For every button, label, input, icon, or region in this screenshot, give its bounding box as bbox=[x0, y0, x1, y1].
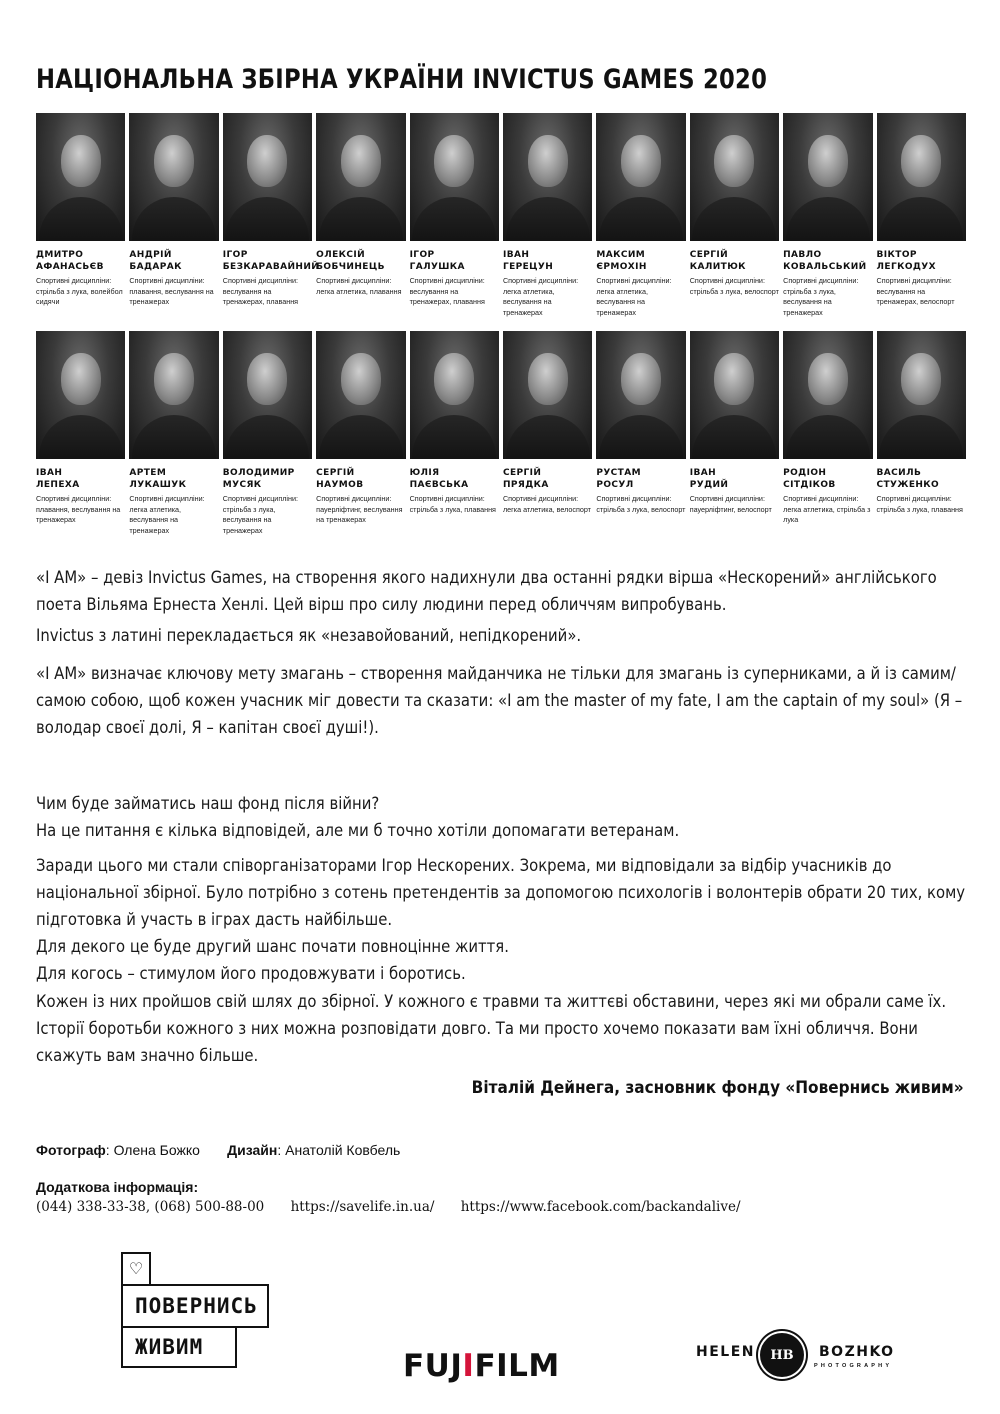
intro-paragraph-goal: «I AM» визначає ключову мету змагань – створення майданчика не тільки для змагань із суперниками, а й із самим/самою собою, щоб кожен учасник міг довести та сказати: «I am the master of my fate, I am the captain of my soul» (Я – володар своєї долі, Я – капітан своєї душі!). bbox=[36, 664, 963, 737]
athlete-photo bbox=[783, 113, 872, 241]
athlete-card bbox=[596, 331, 685, 536]
athlete-photo bbox=[410, 331, 499, 459]
letter-signature: Віталій Дейнега, засновник фонду «Повернись живим» bbox=[471, 1078, 964, 1098]
athlete-name bbox=[410, 467, 499, 491]
photographer-name: : Олена Божко bbox=[105, 1142, 200, 1158]
athlete-card bbox=[503, 113, 592, 318]
photo-head bbox=[808, 353, 848, 405]
photo-torso bbox=[39, 415, 123, 459]
designer-name: : Анатолій Ковбель bbox=[277, 1142, 401, 1158]
photo-torso bbox=[879, 197, 963, 241]
athlete-first-name: СЕРГІЙ bbox=[502, 468, 542, 478]
heart-icon: ♡ bbox=[121, 1252, 151, 1286]
photographer-label: Фотограф bbox=[36, 1142, 106, 1158]
photo-torso bbox=[599, 197, 683, 241]
athlete-last-name: ГАЛУШКА bbox=[409, 262, 465, 272]
photo-torso bbox=[786, 197, 870, 241]
athlete-name bbox=[410, 249, 499, 273]
athlete-card bbox=[410, 113, 499, 318]
athlete-disciplines: Спортивні дисципліни: легка атлетика, велоспорт bbox=[502, 494, 591, 514]
athlete-first-name: АРТЕМ bbox=[129, 468, 167, 478]
athlete-photo bbox=[316, 113, 405, 241]
helen-bozhko-logo bbox=[696, 1326, 895, 1386]
athlete-disciplines: Спортивні дисципліни: легка атлетика, веслування на тренажерах bbox=[502, 276, 579, 317]
athlete-name bbox=[36, 467, 125, 491]
athlete-disciplines: Спортивні дисципліни: пауерліфтинг, велоспорт bbox=[689, 494, 772, 514]
athlete-photo bbox=[129, 113, 218, 241]
athlete-name bbox=[877, 467, 966, 491]
photo-torso bbox=[132, 197, 216, 241]
athlete-card bbox=[316, 113, 405, 318]
athlete-photo bbox=[223, 331, 312, 459]
letter-second-chance: Для декого це буде другий шанс почати повноцінне життя. bbox=[36, 937, 509, 956]
athlete-name bbox=[222, 249, 320, 273]
athlete-first-name: ІГОР bbox=[222, 250, 248, 260]
athlete-first-name: АНДРІЙ bbox=[129, 250, 172, 260]
athlete-first-name: РОДІОН bbox=[783, 468, 827, 478]
athlete-photo bbox=[36, 113, 125, 241]
info-heading: Додаткова інформація: bbox=[36, 1179, 199, 1195]
athlete-photo bbox=[410, 113, 499, 241]
athlete-name bbox=[129, 467, 218, 491]
photo-torso bbox=[786, 415, 870, 459]
athlete-card bbox=[223, 331, 312, 536]
athlete-card bbox=[410, 331, 499, 536]
photo-torso bbox=[506, 415, 590, 459]
athlete-name bbox=[877, 249, 966, 273]
phone-numbers: (044) 338-33-38, (068) 500-88-00 bbox=[36, 1199, 265, 1215]
athlete-last-name: НАУМОВ bbox=[316, 480, 364, 490]
athlete-last-name: РУДИЙ bbox=[689, 480, 729, 490]
photo-head bbox=[434, 353, 474, 405]
athlete-disciplines: Спортивні дисципліни: стрільба з лука, веслування на тренажерах bbox=[222, 494, 298, 535]
athlete-first-name: ІВАН bbox=[502, 250, 530, 260]
photo-head bbox=[528, 135, 568, 187]
athlete-disciplines: Спортивні дисципліни: стрільба з лука, волейбол сидячи bbox=[36, 276, 123, 306]
athlete-photo bbox=[877, 113, 966, 241]
athlete-disciplines: Спортивні дисципліни: плавання, веслування на тренажерах bbox=[129, 276, 214, 306]
photo-torso bbox=[599, 415, 683, 459]
photo-head bbox=[61, 135, 101, 187]
photo-head bbox=[434, 135, 474, 187]
athlete-disciplines: Спортивні дисципліни: легка атлетика, веслування на тренажерах bbox=[129, 494, 205, 535]
athlete-last-name: АФАНАСЬЄВ bbox=[36, 262, 104, 272]
photo-torso bbox=[506, 197, 590, 241]
athlete-last-name: ПАЄВСЬКА bbox=[409, 480, 469, 490]
fuji-accent-letter: I bbox=[462, 1348, 475, 1384]
logo-word-zhyvym: ЖИВИМ bbox=[121, 1326, 237, 1368]
athlete-last-name: ЛЕГКОДУХ bbox=[876, 262, 936, 272]
athlete-card bbox=[783, 113, 872, 318]
credits-line bbox=[36, 1142, 400, 1158]
photo-head bbox=[808, 135, 848, 187]
athlete-photo bbox=[596, 113, 685, 241]
letter-selection-text: Заради цього ми стали співорганізаторами Ігор Нескорених. Зокрема, ми відповідали за відбір учасників до національної збірної. Було потрібно з сотень претендентів за допомогою психологів і волонтерів обрати 20 тих, кому підготовка й участь в іграх дасть найбільше. bbox=[36, 856, 966, 929]
povernys-zhyvym-logo bbox=[121, 1252, 269, 1378]
athlete-disciplines: Спортивні дисципліни: стрільба з лука, велоспорт bbox=[596, 494, 686, 514]
athlete-last-name: КОВАЛЬСЬКИЙ bbox=[783, 262, 867, 272]
athlete-disciplines: Спортивні дисципліни: веслування на тренажерах, велоспорт bbox=[876, 276, 955, 306]
athlete-name bbox=[690, 467, 779, 491]
team-row-2 bbox=[36, 331, 966, 536]
athlete-name bbox=[690, 249, 779, 273]
athlete-name bbox=[129, 249, 218, 273]
athlete-first-name: СЕРГІЙ bbox=[316, 468, 355, 478]
athlete-first-name: ІГОР bbox=[409, 250, 435, 260]
athlete-name bbox=[36, 249, 125, 273]
athlete-card bbox=[503, 331, 592, 536]
fuji-text-a: FUJ bbox=[403, 1348, 463, 1384]
photo-head bbox=[61, 353, 101, 405]
fuji-text-c: FILM bbox=[474, 1348, 560, 1384]
athlete-name bbox=[783, 249, 872, 273]
photo-torso bbox=[412, 197, 496, 241]
athlete-first-name: ПАВЛО bbox=[783, 250, 822, 260]
athlete-card bbox=[596, 113, 685, 318]
athlete-card bbox=[129, 113, 218, 318]
athlete-photo bbox=[36, 331, 125, 459]
hb-monogram-icon: HB bbox=[760, 1333, 804, 1377]
logo-word-povernys: ПОВЕРНИСЬ bbox=[121, 1284, 269, 1328]
athlete-name bbox=[223, 467, 312, 491]
athlete-first-name: РУСТАМ bbox=[596, 468, 641, 478]
hb-subtitle: PHOTOGRAPHY bbox=[814, 1363, 893, 1369]
athlete-photo bbox=[877, 331, 966, 459]
athlete-first-name: ЮЛІЯ bbox=[409, 468, 440, 478]
athlete-photo bbox=[503, 331, 592, 459]
photo-torso bbox=[39, 197, 123, 241]
athlete-card bbox=[877, 331, 966, 536]
athlete-name bbox=[783, 467, 872, 491]
athlete-last-name: СІТДІКОВ bbox=[783, 480, 836, 490]
athlete-card bbox=[36, 331, 125, 536]
athlete-name bbox=[503, 467, 592, 491]
athlete-last-name: БАДАРАК bbox=[129, 262, 182, 272]
athlete-card bbox=[222, 113, 320, 318]
photo-head bbox=[714, 135, 754, 187]
website-link[interactable]: https://savelife.in.ua/ bbox=[290, 1199, 435, 1215]
photo-head bbox=[901, 353, 941, 405]
athlete-card bbox=[783, 331, 872, 536]
athlete-disciplines: Спортивні дисципліни: легка атлетика, плавання bbox=[316, 276, 402, 296]
athlete-disciplines: Спортивні дисципліни: пауерліфтинг, веслування на тренажерах bbox=[316, 494, 403, 524]
athlete-last-name: ГЕРЕЦУН bbox=[502, 262, 554, 272]
athlete-disciplines: Спортивні дисципліни: легка атлетика, веслування на тренажерах bbox=[596, 276, 672, 317]
photo-head bbox=[621, 353, 661, 405]
athlete-photo bbox=[596, 331, 685, 459]
photo-head bbox=[528, 353, 568, 405]
athlete-last-name: ЛЕПЕХА bbox=[36, 480, 80, 490]
photo-torso bbox=[692, 197, 776, 241]
athlete-disciplines: Спортивні дисципліни: стрільба з лука, плавання bbox=[876, 494, 963, 514]
athlete-last-name: БЕЗКАРАВАЙНИЙ bbox=[222, 262, 320, 272]
athlete-name bbox=[596, 249, 685, 273]
hb-word-bozhko: BOZHKO bbox=[819, 1344, 895, 1360]
athlete-first-name: ДМИТРО bbox=[36, 250, 84, 260]
athlete-name bbox=[503, 249, 592, 273]
athlete-disciplines: Спортивні дисципліни: веслування на тренажерах, плавання bbox=[222, 276, 299, 306]
athlete-last-name: СТУЖЕНКО bbox=[876, 480, 940, 490]
athlete-last-name: БОБЧИНЕЦЬ bbox=[316, 262, 385, 272]
letter-motivation: Для когось – стимулом його продовжувати і боротись. bbox=[36, 964, 466, 983]
letter-paragraph-selection bbox=[36, 852, 966, 987]
letter-answer: На це питання є кілька відповідей, але ми б точно хотіли допомагати ветеранам. bbox=[36, 821, 680, 840]
letter-paragraph-stories: Кожен із них пройшов свій шлях до збірної. У кожного є травми та життєві обставини, через які ми обрали саме їх. Історії боротьби кожного з них можна розповідати довго. Та ми просто хочемо показати вам їхні обличчя. Вони скажуть вам значно більше. bbox=[36, 992, 947, 1065]
athlete-card bbox=[316, 331, 405, 536]
team-row-1 bbox=[36, 113, 966, 318]
athlete-disciplines: Спортивні дисципліни: стрільба з лука, веслування на тренажерах bbox=[783, 276, 859, 317]
athlete-card bbox=[129, 331, 218, 536]
athlete-name bbox=[316, 467, 405, 491]
photo-torso bbox=[319, 197, 403, 241]
intro-paragraph-latin: Invictus з латині перекладається як «незавойований, непідкорений». bbox=[36, 626, 582, 645]
athlete-first-name: ІВАН bbox=[689, 468, 717, 478]
photo-torso bbox=[319, 415, 403, 459]
photo-head bbox=[341, 135, 381, 187]
athlete-first-name: ІВАН bbox=[36, 468, 63, 478]
photo-head bbox=[621, 135, 661, 187]
photo-torso bbox=[692, 415, 776, 459]
photo-head bbox=[714, 353, 754, 405]
letter-paragraph-question bbox=[36, 790, 966, 844]
photo-torso bbox=[225, 197, 309, 241]
athlete-disciplines: Спортивні дисципліни: веслування на тренажерах, плавання bbox=[409, 276, 485, 306]
intro-paragraph-motto: «I AM» – девіз Invictus Games, на створення якого надихнули два останні рядки вірша «Нескорений» англійського поета Вільяма Ернеста Хенлі. Цей вірш про силу людини перед обличчям випробувань. bbox=[36, 568, 937, 614]
athlete-name bbox=[316, 249, 405, 273]
athlete-card bbox=[690, 331, 779, 536]
athlete-disciplines: Спортивні дисципліни: стрільба з лука, велоспорт bbox=[689, 276, 779, 296]
photo-head bbox=[154, 135, 194, 187]
athlete-card bbox=[877, 113, 966, 318]
photo-head bbox=[247, 135, 287, 187]
page-title: НАЦІОНАЛЬНА ЗБІРНА УКРАЇНИ INVICTUS GAMES 2020 bbox=[36, 64, 768, 95]
athlete-last-name: КАЛИТЮК bbox=[689, 262, 746, 272]
athlete-disciplines: Спортивні дисципліни: стрільба з лука, плавання bbox=[409, 494, 496, 514]
photo-torso bbox=[879, 415, 963, 459]
designer-label: Дизайн bbox=[227, 1142, 278, 1158]
athlete-photo bbox=[690, 331, 779, 459]
athlete-first-name: ВАСИЛЬ bbox=[876, 468, 922, 478]
athlete-last-name: РОСУЛ bbox=[596, 480, 634, 490]
athlete-photo bbox=[783, 331, 872, 459]
photo-head bbox=[341, 353, 381, 405]
athlete-card bbox=[36, 113, 125, 318]
athlete-first-name: ОЛЕКСІЙ bbox=[316, 250, 366, 260]
athlete-disciplines: Спортивні дисципліни: плавання, веслування на тренажерах bbox=[36, 494, 121, 524]
photo-torso bbox=[132, 415, 216, 459]
hb-word-helen: HELEN bbox=[696, 1344, 755, 1360]
facebook-link[interactable]: https://www.facebook.com/backandalive/ bbox=[460, 1199, 741, 1215]
athlete-name bbox=[596, 467, 685, 491]
athlete-photo bbox=[129, 331, 218, 459]
contacts-line bbox=[36, 1199, 763, 1215]
photo-head bbox=[154, 353, 194, 405]
athlete-last-name: ЄРМОХІН bbox=[596, 262, 647, 272]
fujifilm-logo bbox=[403, 1348, 560, 1384]
photo-torso bbox=[412, 415, 496, 459]
athlete-last-name: ЛУКАШУК bbox=[129, 480, 187, 490]
athlete-card bbox=[690, 113, 779, 318]
athlete-disciplines: Спортивні дисципліни: легка атлетика, стрільба з лука bbox=[783, 494, 871, 524]
athlete-first-name: СЕРГІЙ bbox=[689, 250, 729, 260]
athlete-last-name: ПРЯДКА bbox=[502, 480, 549, 490]
athlete-first-name: МАКСИМ bbox=[596, 250, 646, 260]
athlete-first-name: ВІКТОР bbox=[876, 250, 917, 260]
athlete-photo bbox=[223, 113, 312, 241]
photo-head bbox=[901, 135, 941, 187]
letter-question: Чим буде займатись наш фонд після війни? bbox=[36, 794, 380, 813]
athlete-photo bbox=[503, 113, 592, 241]
athlete-first-name: ВОЛОДИМИР bbox=[222, 468, 295, 478]
athlete-photo bbox=[690, 113, 779, 241]
photo-head bbox=[247, 353, 287, 405]
photo-torso bbox=[225, 415, 309, 459]
athlete-last-name: МУСЯК bbox=[222, 480, 262, 490]
athlete-photo bbox=[316, 331, 405, 459]
